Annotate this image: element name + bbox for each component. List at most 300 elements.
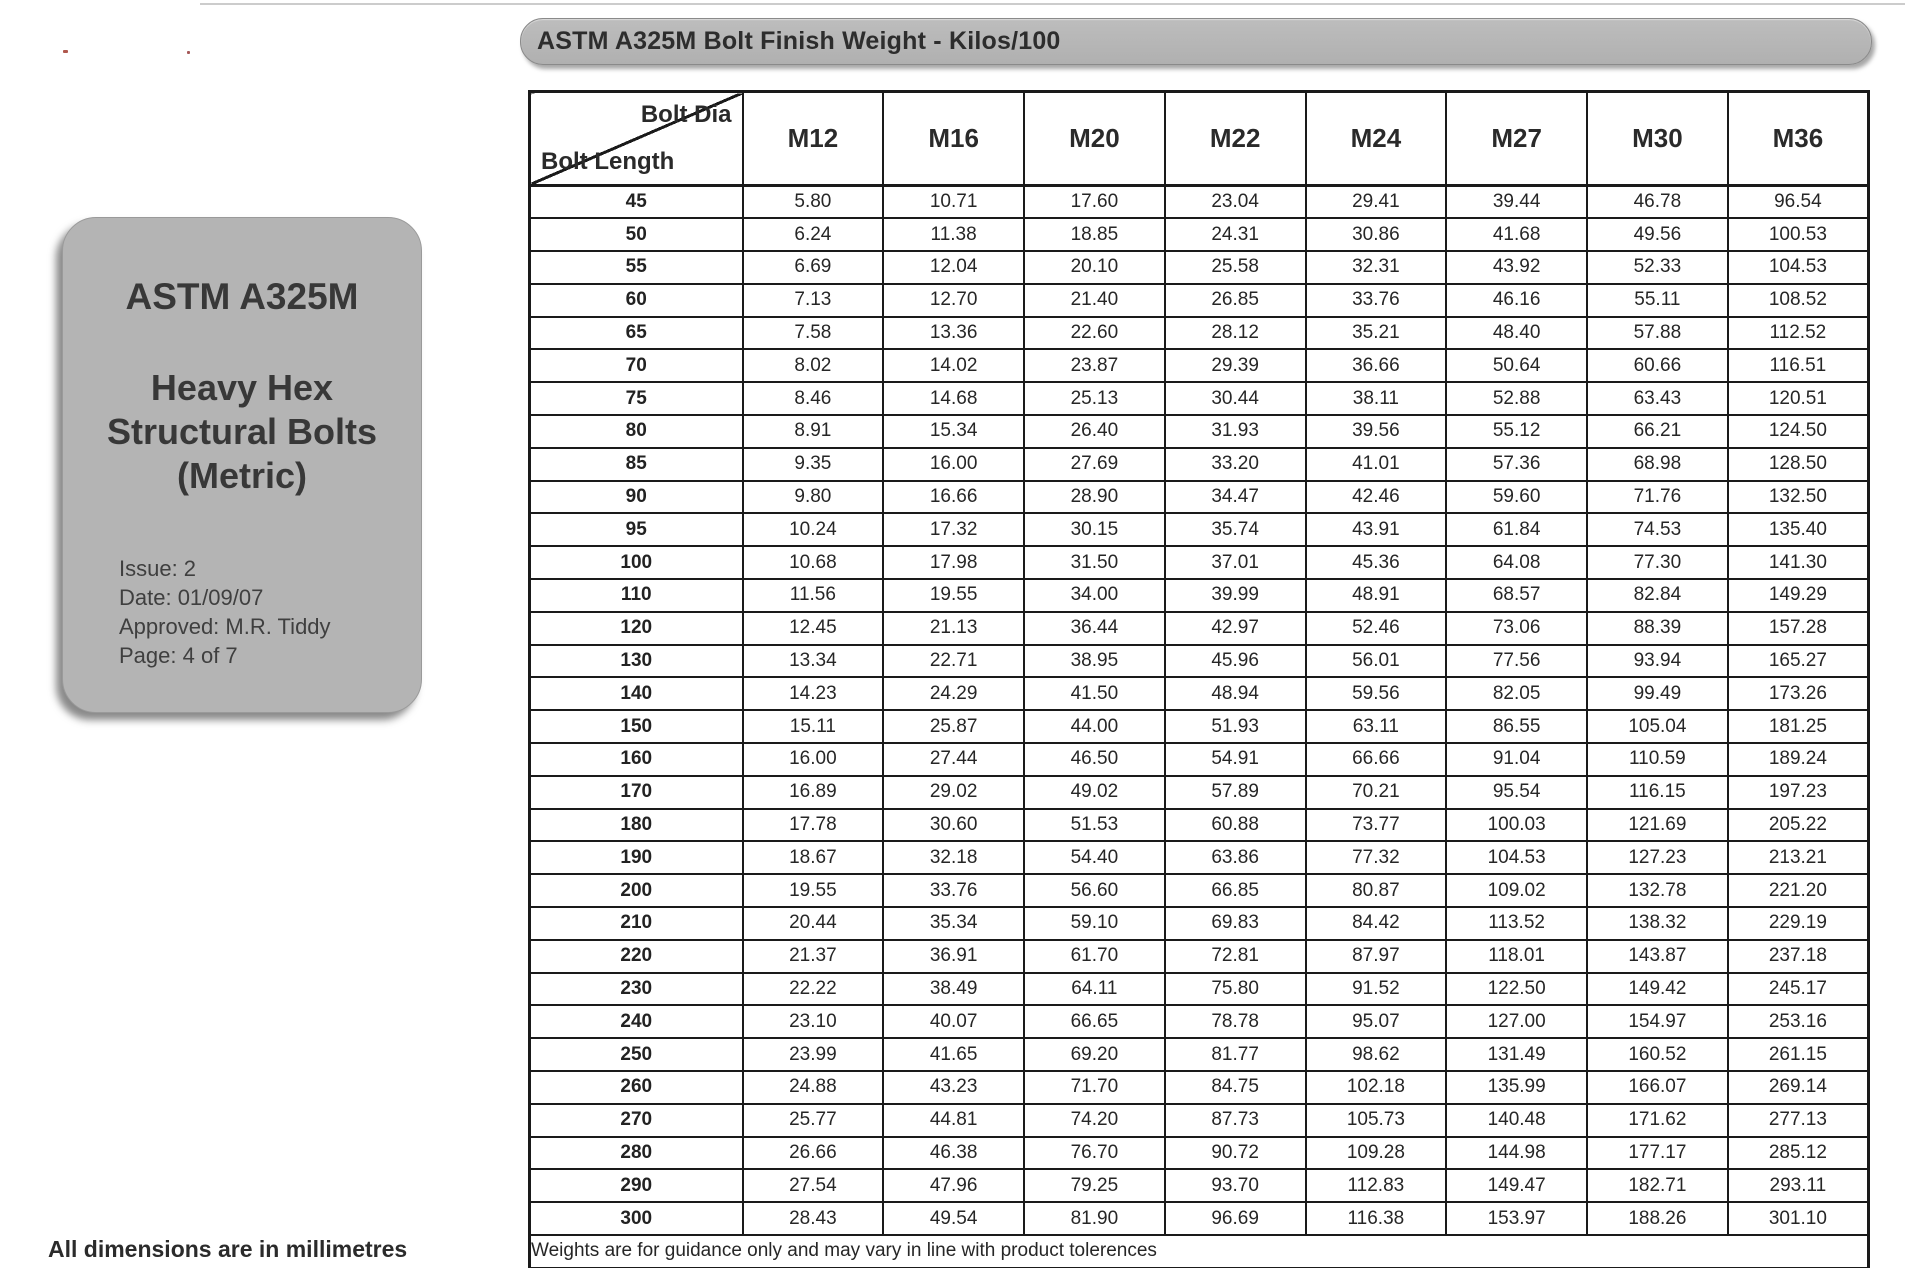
weight-cell: 19.55 — [743, 874, 884, 907]
weight-cell: 38.49 — [883, 973, 1024, 1006]
row-header-cell: 230 — [530, 973, 743, 1006]
weight-cell: 93.70 — [1165, 1169, 1306, 1202]
weight-cell: 135.40 — [1728, 513, 1869, 546]
red-dot-artifact — [187, 51, 190, 54]
subtitle-line: Structural Bolts — [106, 411, 378, 452]
weight-cell: 82.05 — [1446, 677, 1587, 710]
table-row — [530, 251, 1869, 284]
weight-cell: 57.36 — [1446, 448, 1587, 481]
weight-cell: 24.88 — [743, 1071, 884, 1104]
weight-cell: 61.70 — [1024, 940, 1165, 973]
weight-cell: 49.56 — [1587, 218, 1728, 251]
weight-cell: 23.87 — [1024, 349, 1165, 382]
weight-cell: 6.69 — [743, 251, 884, 284]
weight-cell: 78.78 — [1165, 1005, 1306, 1038]
weight-cell: 21.13 — [883, 612, 1024, 645]
weight-cell: 17.78 — [743, 809, 884, 842]
weight-cell: 100.03 — [1446, 809, 1587, 842]
table-row — [530, 481, 1869, 514]
weight-cell: 29.02 — [883, 776, 1024, 809]
row-header-cell: 85 — [530, 448, 743, 481]
row-header-cell: 110 — [530, 579, 743, 612]
weight-cell: 41.50 — [1024, 677, 1165, 710]
weight-cell: 51.53 — [1024, 809, 1165, 842]
info-card-details — [119, 554, 421, 670]
weight-cell: 33.76 — [1306, 284, 1447, 317]
weight-cell: 131.49 — [1446, 1038, 1587, 1071]
weight-cell: 12.45 — [743, 612, 884, 645]
weight-cell: 182.71 — [1587, 1169, 1728, 1202]
issue-line: Issue: 2 — [119, 556, 197, 581]
weight-cell: 51.93 — [1165, 710, 1306, 743]
dimensions-note: All dimensions are in millimetres — [48, 1236, 408, 1262]
weight-cell: 30.15 — [1024, 513, 1165, 546]
weight-cell: 43.92 — [1446, 251, 1587, 284]
weight-cell: 63.43 — [1587, 382, 1728, 415]
weight-cell: 87.97 — [1306, 940, 1447, 973]
header-row — [530, 92, 1869, 186]
column-header: M30 — [1587, 92, 1728, 186]
row-header-cell: 90 — [530, 481, 743, 514]
weight-cell: 87.73 — [1165, 1104, 1306, 1137]
weight-cell: 41.65 — [883, 1038, 1024, 1071]
weight-cell: 7.58 — [743, 317, 884, 350]
weight-cell: 45.96 — [1165, 645, 1306, 678]
weight-cell: 75.80 — [1165, 973, 1306, 1006]
column-header: M27 — [1446, 92, 1587, 186]
weight-cell: 77.30 — [1587, 546, 1728, 579]
weight-cell: 27.44 — [883, 743, 1024, 776]
table-row — [530, 1137, 1869, 1170]
weight-cell: 68.57 — [1446, 579, 1587, 612]
weight-cell: 21.37 — [743, 940, 884, 973]
weight-cell: 110.59 — [1587, 743, 1728, 776]
weight-cell: 8.02 — [743, 349, 884, 382]
weight-cell: 13.34 — [743, 645, 884, 678]
weight-cell: 26.40 — [1024, 415, 1165, 448]
table-row — [530, 1071, 1869, 1104]
footer-note: Weights are for guidance only and may vary in line with product tolerences — [530, 1235, 1869, 1268]
row-header-cell: 80 — [530, 415, 743, 448]
page-line: Page: 4 of 7 — [119, 643, 238, 668]
weight-cell: 43.23 — [883, 1071, 1024, 1104]
weight-cell: 74.53 — [1587, 513, 1728, 546]
weight-cell: 49.54 — [883, 1202, 1024, 1235]
weight-cell: 72.81 — [1165, 940, 1306, 973]
weight-cell: 154.97 — [1587, 1005, 1728, 1038]
weight-cell: 23.99 — [743, 1038, 884, 1071]
column-header: M22 — [1165, 92, 1306, 186]
weight-cell: 113.52 — [1446, 907, 1587, 940]
row-header-cell: 220 — [530, 940, 743, 973]
weight-cell: 149.47 — [1446, 1169, 1587, 1202]
weight-cell: 66.21 — [1587, 415, 1728, 448]
weight-cell: 7.13 — [743, 284, 884, 317]
weight-cell: 27.54 — [743, 1169, 884, 1202]
weight-cell: 84.42 — [1306, 907, 1447, 940]
weight-cell: 9.80 — [743, 481, 884, 514]
weight-cell: 127.23 — [1587, 841, 1728, 874]
weight-cell: 56.01 — [1306, 645, 1447, 678]
weight-cell: 45.36 — [1306, 546, 1447, 579]
weight-cell: 54.91 — [1165, 743, 1306, 776]
row-header-cell: 210 — [530, 907, 743, 940]
weight-cell: 63.11 — [1306, 710, 1447, 743]
weight-cell: 84.75 — [1165, 1071, 1306, 1104]
weight-cell: 6.24 — [743, 218, 884, 251]
weight-cell: 36.44 — [1024, 612, 1165, 645]
weight-cell: 49.02 — [1024, 776, 1165, 809]
weight-cell: 34.00 — [1024, 579, 1165, 612]
row-header-cell: 50 — [530, 218, 743, 251]
weight-cell: 71.76 — [1587, 481, 1728, 514]
weight-cell: 44.81 — [883, 1104, 1024, 1137]
table-header — [530, 92, 1869, 186]
table-row — [530, 1202, 1869, 1235]
weight-cell: 10.24 — [743, 513, 884, 546]
weight-cell: 128.50 — [1728, 448, 1869, 481]
weight-cell: 12.04 — [883, 251, 1024, 284]
weight-cell: 124.50 — [1728, 415, 1869, 448]
weight-cell: 50.64 — [1446, 349, 1587, 382]
weight-cell: 116.51 — [1728, 349, 1869, 382]
weight-cell: 18.67 — [743, 841, 884, 874]
weight-cell: 74.20 — [1024, 1104, 1165, 1137]
weight-cell: 68.98 — [1587, 448, 1728, 481]
weight-cell: 105.73 — [1306, 1104, 1447, 1137]
weight-cell: 59.10 — [1024, 907, 1165, 940]
column-header: M16 — [883, 92, 1024, 186]
weight-cell: 171.62 — [1587, 1104, 1728, 1137]
weight-cell: 104.53 — [1446, 841, 1587, 874]
weight-cell: 11.38 — [883, 218, 1024, 251]
table-row — [530, 973, 1869, 1006]
weight-cell: 16.89 — [743, 776, 884, 809]
weight-cell: 221.20 — [1728, 874, 1869, 907]
weight-cell: 153.97 — [1446, 1202, 1587, 1235]
weight-cell: 36.91 — [883, 940, 1024, 973]
weight-cell: 160.52 — [1587, 1038, 1728, 1071]
table-row — [530, 743, 1869, 776]
table-row — [530, 415, 1869, 448]
weight-cell: 66.66 — [1306, 743, 1447, 776]
weight-cell: 69.20 — [1024, 1038, 1165, 1071]
column-header: M36 — [1728, 92, 1869, 186]
weight-cell: 253.16 — [1728, 1005, 1869, 1038]
weight-cell: 166.07 — [1587, 1071, 1728, 1104]
weight-cell: 13.36 — [883, 317, 1024, 350]
row-header-cell: 270 — [530, 1104, 743, 1137]
weight-cell: 30.44 — [1165, 382, 1306, 415]
row-header-cell: 140 — [530, 677, 743, 710]
weight-cell: 10.71 — [883, 186, 1024, 219]
weight-cell: 23.10 — [743, 1005, 884, 1038]
row-header-cell: 250 — [530, 1038, 743, 1071]
table-row — [530, 546, 1869, 579]
weight-cell: 189.24 — [1728, 743, 1869, 776]
weight-cell: 22.60 — [1024, 317, 1165, 350]
bolt-dia-label: Bolt Dia — [640, 101, 732, 128]
weight-cell: 60.88 — [1165, 809, 1306, 842]
weight-cell: 59.56 — [1306, 677, 1447, 710]
weight-cell: 52.46 — [1306, 612, 1447, 645]
weight-cell: 116.15 — [1587, 776, 1728, 809]
weight-cell: 25.87 — [883, 710, 1024, 743]
weight-cell: 27.69 — [1024, 448, 1165, 481]
weight-cell: 29.39 — [1165, 349, 1306, 382]
weight-cell: 52.33 — [1587, 251, 1728, 284]
weight-cell: 157.28 — [1728, 612, 1869, 645]
weight-cell: 15.34 — [883, 415, 1024, 448]
table-row — [530, 1038, 1869, 1071]
weight-cell: 261.15 — [1728, 1038, 1869, 1071]
weight-cell: 99.49 — [1587, 677, 1728, 710]
weight-cell: 48.40 — [1446, 317, 1587, 350]
weight-cell: 55.12 — [1446, 415, 1587, 448]
table-footer — [530, 1235, 1869, 1268]
row-header-cell: 60 — [530, 284, 743, 317]
date-line: Date: 01/09/07 — [119, 585, 264, 610]
weight-cell: 16.66 — [883, 481, 1024, 514]
weight-cell: 64.11 — [1024, 973, 1165, 1006]
table-row — [530, 710, 1869, 743]
weight-cell: 285.12 — [1728, 1137, 1869, 1170]
weight-cell: 69.83 — [1165, 907, 1306, 940]
weight-cell: 17.60 — [1024, 186, 1165, 219]
weight-cell: 77.32 — [1306, 841, 1447, 874]
weight-cell: 118.01 — [1446, 940, 1587, 973]
weight-cell: 35.34 — [883, 907, 1024, 940]
table-row — [530, 1169, 1869, 1202]
weight-cell: 59.60 — [1446, 481, 1587, 514]
weight-cell: 96.54 — [1728, 186, 1869, 219]
weight-cell: 42.97 — [1165, 612, 1306, 645]
table-row — [530, 940, 1869, 973]
weight-cell: 197.23 — [1728, 776, 1869, 809]
weight-cell: 132.78 — [1587, 874, 1728, 907]
weight-cell: 81.90 — [1024, 1202, 1165, 1235]
weight-cell: 31.93 — [1165, 415, 1306, 448]
weight-cell: 109.28 — [1306, 1137, 1447, 1170]
row-header-cell: 55 — [530, 251, 743, 284]
weight-cell: 63.86 — [1165, 841, 1306, 874]
weight-cell: 14.02 — [883, 349, 1024, 382]
weight-cell: 177.17 — [1587, 1137, 1728, 1170]
weight-cell: 88.39 — [1587, 612, 1728, 645]
weight-cell: 18.85 — [1024, 218, 1165, 251]
weight-cell: 269.14 — [1728, 1071, 1869, 1104]
weight-cell: 22.22 — [743, 973, 884, 1006]
row-header-cell: 75 — [530, 382, 743, 415]
table-row — [530, 874, 1869, 907]
weight-cell: 12.70 — [883, 284, 1024, 317]
table-row — [530, 1104, 1869, 1137]
weight-cell: 24.31 — [1165, 218, 1306, 251]
info-card-title: ASTM A325M — [125, 276, 359, 317]
weight-cell: 105.04 — [1587, 710, 1728, 743]
weight-cell: 60.66 — [1587, 349, 1728, 382]
weight-cell: 41.68 — [1446, 218, 1587, 251]
column-header: M24 — [1306, 92, 1447, 186]
row-header-cell: 70 — [530, 349, 743, 382]
approved-line: Approved: M.R. Tiddy — [119, 614, 331, 639]
table-row — [530, 349, 1869, 382]
weight-cell: 32.31 — [1306, 251, 1447, 284]
row-header-cell: 120 — [530, 612, 743, 645]
weight-cell: 34.47 — [1165, 481, 1306, 514]
weight-cell: 56.60 — [1024, 874, 1165, 907]
row-header-cell: 200 — [530, 874, 743, 907]
weight-cell: 30.86 — [1306, 218, 1447, 251]
weight-cell: 38.95 — [1024, 645, 1165, 678]
row-header-cell: 100 — [530, 546, 743, 579]
weight-cell: 301.10 — [1728, 1202, 1869, 1235]
weight-cell: 93.94 — [1587, 645, 1728, 678]
weight-cell: 25.13 — [1024, 382, 1165, 415]
weight-cell: 57.89 — [1165, 776, 1306, 809]
weight-cell: 44.00 — [1024, 710, 1165, 743]
weight-cell: 16.00 — [883, 448, 1024, 481]
weight-cell: 100.53 — [1728, 218, 1869, 251]
info-card — [62, 217, 422, 713]
weight-cell: 46.16 — [1446, 284, 1587, 317]
weight-cell: 28.12 — [1165, 317, 1306, 350]
weight-cell: 104.53 — [1728, 251, 1869, 284]
weight-cell: 173.26 — [1728, 677, 1869, 710]
table-row — [530, 218, 1869, 251]
weight-cell: 140.48 — [1446, 1104, 1587, 1137]
row-header-cell: 300 — [530, 1202, 743, 1235]
table-row — [530, 448, 1869, 481]
table-body — [530, 186, 1869, 1236]
page-title: ASTM A325M Bolt Finish Weight - Kilos/100 — [537, 27, 1061, 55]
weight-cell: 213.21 — [1728, 841, 1869, 874]
weight-cell: 109.02 — [1446, 874, 1587, 907]
weight-cell: 47.96 — [883, 1169, 1024, 1202]
weight-cell: 277.13 — [1728, 1104, 1869, 1137]
row-header-cell: 160 — [530, 743, 743, 776]
weight-cell: 23.04 — [1165, 186, 1306, 219]
weight-cell: 10.68 — [743, 546, 884, 579]
weight-cell: 95.07 — [1306, 1005, 1447, 1038]
subtitle-line: (Metric) — [176, 455, 307, 496]
weight-cell: 293.11 — [1728, 1169, 1869, 1202]
weight-cell: 26.85 — [1165, 284, 1306, 317]
weight-cell: 143.87 — [1587, 940, 1728, 973]
weight-cell: 121.69 — [1587, 809, 1728, 842]
table-row — [530, 776, 1869, 809]
weight-cell: 39.99 — [1165, 579, 1306, 612]
weights-table — [528, 90, 1870, 1268]
weight-cell: 237.18 — [1728, 940, 1869, 973]
weight-cell: 33.20 — [1165, 448, 1306, 481]
weight-cell: 70.21 — [1306, 776, 1447, 809]
row-header-cell: 240 — [530, 1005, 743, 1038]
row-header-cell: 45 — [530, 186, 743, 219]
weight-cell: 132.50 — [1728, 481, 1869, 514]
weight-cell: 61.84 — [1446, 513, 1587, 546]
weight-cell: 229.19 — [1728, 907, 1869, 940]
weight-cell: 48.91 — [1306, 579, 1447, 612]
weight-cell: 95.54 — [1446, 776, 1587, 809]
weight-cell: 39.44 — [1446, 186, 1587, 219]
weight-cell: 64.08 — [1446, 546, 1587, 579]
row-header-cell: 290 — [530, 1169, 743, 1202]
weight-cell: 96.69 — [1165, 1202, 1306, 1235]
weight-cell: 55.11 — [1587, 284, 1728, 317]
row-header-cell: 260 — [530, 1071, 743, 1104]
weight-cell: 37.01 — [1165, 546, 1306, 579]
weight-cell: 17.98 — [883, 546, 1024, 579]
weight-cell: 91.52 — [1306, 973, 1447, 1006]
bolt-length-label: Bolt Length — [541, 148, 675, 175]
table-row — [530, 186, 1869, 219]
corner-header-cell — [530, 92, 743, 186]
weight-cell: 112.52 — [1728, 317, 1869, 350]
weight-cell: 73.06 — [1446, 612, 1587, 645]
row-header-cell: 190 — [530, 841, 743, 874]
row-header-cell: 65 — [530, 317, 743, 350]
row-header-cell: 95 — [530, 513, 743, 546]
weight-cell: 41.01 — [1306, 448, 1447, 481]
weight-cell: 80.87 — [1306, 874, 1447, 907]
table-row — [530, 612, 1869, 645]
weight-cell: 40.07 — [883, 1005, 1024, 1038]
table-row — [530, 907, 1869, 940]
weight-cell: 122.50 — [1446, 973, 1587, 1006]
weight-cell: 43.91 — [1306, 513, 1447, 546]
weight-cell: 73.77 — [1306, 809, 1447, 842]
column-header: M12 — [743, 92, 884, 186]
weight-cell: 14.68 — [883, 382, 1024, 415]
table-row — [530, 1005, 1869, 1038]
weight-cell: 149.42 — [1587, 973, 1728, 1006]
weight-cell: 149.29 — [1728, 579, 1869, 612]
weight-cell: 15.11 — [743, 710, 884, 743]
table-row — [530, 284, 1869, 317]
weight-cell: 17.32 — [883, 513, 1024, 546]
weight-cell: 46.78 — [1587, 186, 1728, 219]
weight-cell: 31.50 — [1024, 546, 1165, 579]
weight-cell: 46.38 — [883, 1137, 1024, 1170]
weight-cell: 245.17 — [1728, 973, 1869, 1006]
weight-cell: 28.90 — [1024, 481, 1165, 514]
weight-cell: 8.91 — [743, 415, 884, 448]
weight-cell: 16.00 — [743, 743, 884, 776]
weight-cell: 205.22 — [1728, 809, 1869, 842]
row-header-cell: 150 — [530, 710, 743, 743]
column-header: M20 — [1024, 92, 1165, 186]
weight-cell: 181.25 — [1728, 710, 1869, 743]
weight-cell: 71.70 — [1024, 1071, 1165, 1104]
weight-cell: 22.71 — [883, 645, 1024, 678]
weight-cell: 120.51 — [1728, 382, 1869, 415]
weight-cell: 108.52 — [1728, 284, 1869, 317]
weight-cell: 30.60 — [883, 809, 1024, 842]
weight-cell: 9.35 — [743, 448, 884, 481]
weight-cell: 102.18 — [1306, 1071, 1447, 1104]
weight-cell: 20.10 — [1024, 251, 1165, 284]
weight-cell: 35.21 — [1306, 317, 1447, 350]
table-row — [530, 317, 1869, 350]
table-row — [530, 809, 1869, 842]
row-header-cell: 180 — [530, 809, 743, 842]
weight-cell: 35.74 — [1165, 513, 1306, 546]
weight-cell: 32.18 — [883, 841, 1024, 874]
weight-cell: 54.40 — [1024, 841, 1165, 874]
footer-row — [530, 1235, 1869, 1268]
weight-cell: 21.40 — [1024, 284, 1165, 317]
